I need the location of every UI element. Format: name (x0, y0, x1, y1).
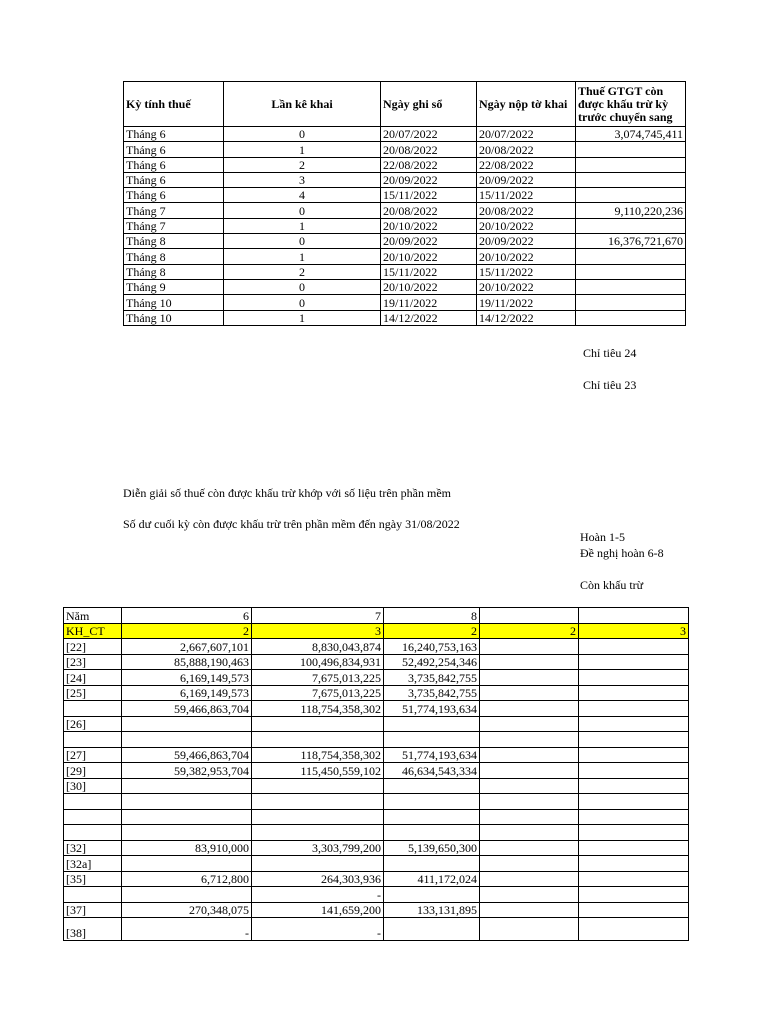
cell-thue-con-khau-tru (576, 249, 686, 264)
value-cell (579, 732, 689, 748)
note-chi-tieu-24: Chỉ tiêu 24 (583, 346, 637, 360)
value-cell: 411,172,024 (384, 871, 480, 887)
reconciliation-table (63, 607, 689, 941)
cell-ky-tinh-thue: Tháng 6 (124, 172, 224, 187)
table-row (64, 840, 689, 856)
value-cell (122, 778, 252, 794)
cell-ngay-nop-to-khai: 20/10/2022 (477, 218, 576, 233)
row-label-cell: [29] (64, 763, 122, 779)
cell-lan-ke-khai: 1 (224, 218, 381, 233)
value-cell: 3,303,799,200 (252, 840, 384, 856)
cell-ngay-nop-to-khai: 20/10/2022 (477, 279, 576, 294)
cell-ngay-nop-to-khai: 15/11/2022 (477, 264, 576, 279)
value-cell (122, 732, 252, 748)
row-label-cell: [24] (64, 670, 122, 686)
value-cell (480, 732, 579, 748)
table-row (64, 871, 689, 887)
value-cell (480, 763, 579, 779)
value-cell (579, 747, 689, 763)
cell-lan-ke-khai: 3 (224, 172, 381, 187)
cell-ky-tinh-thue: Tháng 8 (124, 234, 224, 249)
table-row (64, 732, 689, 748)
cell-ngay-ghi-so: 20/08/2022 (381, 203, 477, 218)
value-cell (122, 825, 252, 841)
table-row (64, 670, 689, 686)
value-cell (384, 778, 480, 794)
value-cell (480, 639, 579, 655)
value-cell: 85,888,190,463 (122, 654, 252, 670)
value-cell (480, 654, 579, 670)
table-row (64, 778, 689, 794)
row-label-cell: [38] (64, 918, 122, 941)
cell-ngay-nop-to-khai: 14/12/2022 (477, 310, 576, 325)
row-label-cell (64, 809, 122, 825)
value-cell: 59,466,863,704 (122, 747, 252, 763)
cell-ngay-ghi-so: 15/11/2022 (381, 188, 477, 203)
value-cell (384, 794, 480, 810)
value-cell: 100,496,834,931 (252, 654, 384, 670)
cell-lan-ke-khai: 0 (224, 127, 381, 142)
table-row (124, 249, 686, 264)
value-cell (384, 918, 480, 941)
value-cell: 8 (384, 608, 480, 624)
cell-thue-con-khau-tru: 16,376,721,670 (576, 234, 686, 249)
value-cell (579, 685, 689, 701)
cell-ngay-nop-to-khai: 20/09/2022 (477, 234, 576, 249)
value-cell (480, 871, 579, 887)
cell-ngay-nop-to-khai: 20/08/2022 (477, 203, 576, 218)
cell-ky-tinh-thue: Tháng 7 (124, 203, 224, 218)
table-row (64, 918, 689, 941)
table-row (64, 623, 689, 639)
cell-ngay-ghi-so: 15/11/2022 (381, 264, 477, 279)
cell-lan-ke-khai: 0 (224, 234, 381, 249)
value-cell (579, 670, 689, 686)
cell-lan-ke-khai: 1 (224, 310, 381, 325)
value-cell (252, 778, 384, 794)
value-cell (579, 825, 689, 841)
value-cell (384, 856, 480, 872)
row-label-cell: [22] (64, 639, 122, 655)
cell-thue-con-khau-tru: 9,110,220,236 (576, 203, 686, 218)
header-ky-tinh-thue: Kỳ tính thuế (124, 82, 224, 127)
cell-thue-con-khau-tru (576, 142, 686, 157)
cell-ngay-ghi-so: 20/10/2022 (381, 279, 477, 294)
value-cell: 264,303,936 (252, 871, 384, 887)
note-hoan-1-5: Hoàn 1-5 (580, 530, 625, 544)
value-cell (579, 856, 689, 872)
table-row (64, 716, 689, 732)
cell-thue-con-khau-tru (576, 172, 686, 187)
row-label-cell: [35] (64, 871, 122, 887)
row-label-cell: KH_CT (64, 623, 122, 639)
cell-ngay-ghi-so: 22/08/2022 (381, 157, 477, 172)
row-label-cell: [32] (64, 840, 122, 856)
cell-ngay-ghi-so: 20/09/2022 (381, 172, 477, 187)
table-row (64, 608, 689, 624)
cell-lan-ke-khai: 0 (224, 279, 381, 294)
value-cell (122, 856, 252, 872)
cell-ky-tinh-thue: Tháng 10 (124, 310, 224, 325)
table-row (64, 825, 689, 841)
value-cell: 6 (122, 608, 252, 624)
row-label-cell: [32a] (64, 856, 122, 872)
value-cell (252, 856, 384, 872)
table-row (64, 747, 689, 763)
value-cell: 2 (480, 623, 579, 639)
value-cell (384, 809, 480, 825)
value-cell (579, 608, 689, 624)
value-cell (480, 670, 579, 686)
table-row (124, 279, 686, 294)
row-label-cell (64, 825, 122, 841)
value-cell (480, 887, 579, 903)
cell-ky-tinh-thue: Tháng 8 (124, 249, 224, 264)
value-cell (480, 685, 579, 701)
row-label-cell (64, 732, 122, 748)
cell-ky-tinh-thue: Tháng 7 (124, 218, 224, 233)
note-dien-giai: Diễn giải số thuế còn được khấu trừ khớp với số liệu trên phần mềm (123, 486, 451, 500)
table-row (64, 763, 689, 779)
cell-ngay-ghi-so: 19/11/2022 (381, 295, 477, 310)
table-header-row (124, 82, 686, 127)
value-cell (579, 809, 689, 825)
table-row (64, 654, 689, 670)
cell-thue-con-khau-tru (576, 264, 686, 279)
cell-ngay-nop-to-khai: 19/11/2022 (477, 295, 576, 310)
value-cell: - (122, 918, 252, 941)
tax-period-table (123, 81, 686, 326)
row-label-cell: Năm (64, 608, 122, 624)
value-cell (480, 701, 579, 717)
table-row (124, 157, 686, 172)
cell-ky-tinh-thue: Tháng 6 (124, 188, 224, 203)
cell-ngay-nop-to-khai: 20/09/2022 (477, 172, 576, 187)
cell-ngay-nop-to-khai: 20/08/2022 (477, 142, 576, 157)
value-cell: 51,774,193,634 (384, 747, 480, 763)
value-cell: 141,659,200 (252, 902, 384, 918)
cell-ky-tinh-thue: Tháng 8 (124, 264, 224, 279)
value-cell (480, 794, 579, 810)
value-cell: 52,492,254,346 (384, 654, 480, 670)
cell-ngay-ghi-so: 20/08/2022 (381, 142, 477, 157)
value-cell (579, 701, 689, 717)
value-cell: 118,754,358,302 (252, 747, 384, 763)
cell-lan-ke-khai: 0 (224, 203, 381, 218)
table-row (124, 295, 686, 310)
value-cell (579, 794, 689, 810)
value-cell (122, 716, 252, 732)
value-cell (579, 654, 689, 670)
table-row (64, 902, 689, 918)
cell-ky-tinh-thue: Tháng 6 (124, 127, 224, 142)
row-label-cell: [25] (64, 685, 122, 701)
header-thue-gtgt-con-duoc-khau-tru: Thuế GTGT còn được khấu trừ kỳ trước chuyển sang (576, 82, 686, 127)
value-cell (480, 856, 579, 872)
value-cell (579, 639, 689, 655)
table-row (64, 685, 689, 701)
row-label-cell: [27] (64, 747, 122, 763)
row-label-cell: [30] (64, 778, 122, 794)
value-cell: 7 (252, 608, 384, 624)
note-de-nghi-hoan: Đề nghị hoàn 6-8 (580, 546, 664, 560)
value-cell: 8,830,043,874 (252, 639, 384, 655)
value-cell (579, 840, 689, 856)
value-cell: 2,667,607,101 (122, 639, 252, 655)
value-cell (252, 716, 384, 732)
value-cell: 83,910,000 (122, 840, 252, 856)
value-cell (384, 887, 480, 903)
value-cell (480, 608, 579, 624)
value-cell: 7,675,013,225 (252, 670, 384, 686)
cell-ky-tinh-thue: Tháng 9 (124, 279, 224, 294)
value-cell: 59,466,863,704 (122, 701, 252, 717)
value-cell: 6,169,149,573 (122, 670, 252, 686)
value-cell (122, 809, 252, 825)
note-so-du: Số dư cuối kỳ còn được khấu trừ trên phần mềm đến ngày 31/08/2022 (123, 517, 460, 531)
table-row (124, 203, 686, 218)
header-ngay-ghi-so: Ngày ghi sổ (381, 82, 477, 127)
cell-lan-ke-khai: 2 (224, 264, 381, 279)
cell-ngay-nop-to-khai: 22/08/2022 (477, 157, 576, 172)
cell-ngay-nop-to-khai: 20/07/2022 (477, 127, 576, 142)
value-cell: 133,131,895 (384, 902, 480, 918)
cell-ngay-ghi-so: 20/07/2022 (381, 127, 477, 142)
table-row (64, 856, 689, 872)
value-cell: 59,382,953,704 (122, 763, 252, 779)
table-row (124, 142, 686, 157)
value-cell (384, 716, 480, 732)
table-row (124, 172, 686, 187)
cell-thue-con-khau-tru: 3,074,745,411 (576, 127, 686, 142)
value-cell (122, 794, 252, 810)
value-cell (480, 902, 579, 918)
value-cell (480, 840, 579, 856)
value-cell (579, 902, 689, 918)
cell-ngay-nop-to-khai: 20/10/2022 (477, 249, 576, 264)
cell-ngay-ghi-so: 20/10/2022 (381, 218, 477, 233)
header-lan-ke-khai: Lần kê khai (224, 82, 381, 127)
value-cell (579, 918, 689, 941)
value-cell: 115,450,559,102 (252, 763, 384, 779)
cell-ngay-nop-to-khai: 15/11/2022 (477, 188, 576, 203)
cell-lan-ke-khai: 1 (224, 142, 381, 157)
cell-ky-tinh-thue: Tháng 6 (124, 142, 224, 157)
table-row (124, 127, 686, 142)
value-cell: 3 (252, 623, 384, 639)
cell-ky-tinh-thue: Tháng 6 (124, 157, 224, 172)
row-label-cell (64, 701, 122, 717)
value-cell: - (252, 918, 384, 941)
row-label-cell: [26] (64, 716, 122, 732)
cell-thue-con-khau-tru (576, 188, 686, 203)
value-cell: 5,139,650,300 (384, 840, 480, 856)
value-cell: 51,774,193,634 (384, 701, 480, 717)
value-cell: 7,675,013,225 (252, 685, 384, 701)
table-row (64, 639, 689, 655)
value-cell: 270,348,075 (122, 902, 252, 918)
table-row (64, 809, 689, 825)
note-chi-tieu-23: Chỉ tiêu 23 (583, 378, 637, 392)
cell-lan-ke-khai: 2 (224, 157, 381, 172)
value-cell (480, 825, 579, 841)
value-cell: 46,634,543,334 (384, 763, 480, 779)
cell-thue-con-khau-tru (576, 157, 686, 172)
value-cell: 118,754,358,302 (252, 701, 384, 717)
table-row (124, 264, 686, 279)
value-cell (252, 794, 384, 810)
value-cell: 6,712,800 (122, 871, 252, 887)
value-cell (384, 825, 480, 841)
cell-thue-con-khau-tru (576, 279, 686, 294)
table-row (124, 218, 686, 233)
row-label-cell (64, 887, 122, 903)
cell-lan-ke-khai: 1 (224, 249, 381, 264)
table-row (64, 794, 689, 810)
cell-ky-tinh-thue: Tháng 10 (124, 295, 224, 310)
cell-thue-con-khau-tru (576, 310, 686, 325)
cell-ngay-ghi-so: 20/10/2022 (381, 249, 477, 264)
value-cell (252, 809, 384, 825)
value-cell: 16,240,753,163 (384, 639, 480, 655)
value-cell (384, 732, 480, 748)
value-cell: 3,735,842,755 (384, 685, 480, 701)
value-cell: 3,735,842,755 (384, 670, 480, 686)
value-cell: - (252, 887, 384, 903)
value-cell: 2 (122, 623, 252, 639)
value-cell (480, 918, 579, 941)
note-con-khau-tru: Còn khấu trừ (580, 578, 644, 592)
value-cell (579, 716, 689, 732)
table-row (64, 701, 689, 717)
cell-ngay-ghi-so: 20/09/2022 (381, 234, 477, 249)
value-cell (252, 732, 384, 748)
table-row (124, 310, 686, 325)
value-cell (252, 825, 384, 841)
table-row (124, 188, 686, 203)
value-cell: 2 (384, 623, 480, 639)
value-cell (480, 778, 579, 794)
row-label-cell (64, 794, 122, 810)
value-cell: 6,169,149,573 (122, 685, 252, 701)
row-label-cell: [23] (64, 654, 122, 670)
table-row (124, 234, 686, 249)
value-cell (579, 778, 689, 794)
cell-thue-con-khau-tru (576, 295, 686, 310)
cell-lan-ke-khai: 0 (224, 295, 381, 310)
value-cell (480, 747, 579, 763)
value-cell (480, 809, 579, 825)
value-cell (122, 887, 252, 903)
value-cell (579, 871, 689, 887)
cell-ngay-ghi-so: 14/12/2022 (381, 310, 477, 325)
value-cell (579, 763, 689, 779)
header-ngay-nop-to-khai: Ngày nộp tờ khai (477, 82, 576, 127)
row-label-cell: [37] (64, 902, 122, 918)
cell-thue-con-khau-tru (576, 218, 686, 233)
value-cell (480, 716, 579, 732)
cell-lan-ke-khai: 4 (224, 188, 381, 203)
value-cell: 3 (579, 623, 689, 639)
table-row (64, 887, 689, 903)
value-cell (579, 887, 689, 903)
